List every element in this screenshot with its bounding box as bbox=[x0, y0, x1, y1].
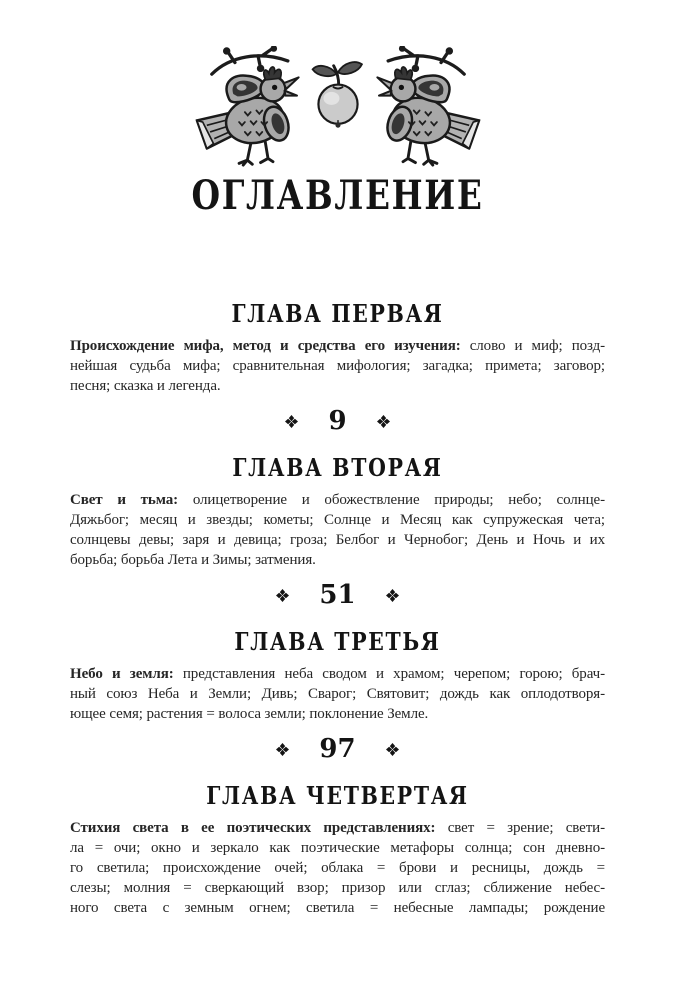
chapter-description-line: слезы; молния = сверкающий взор; призор или сглаз; сближение небес- bbox=[70, 880, 605, 896]
diamond-ornament-icon bbox=[285, 415, 298, 428]
chapter-page-row bbox=[70, 408, 605, 434]
chapter-description-line: ный союз Неба и Земли; Дивь; Сварог; Святовит; дождь как оплодотворя- bbox=[70, 686, 605, 702]
chapter-description bbox=[70, 336, 605, 396]
diamond-ornament-icon bbox=[276, 743, 289, 756]
chapter-description-line: Свет и тьма: олицетворение и обожествление природы; небо; солнце- bbox=[70, 492, 605, 508]
chapter-description bbox=[70, 490, 605, 570]
apple-icon bbox=[309, 54, 367, 134]
diamond-ornament-icon bbox=[377, 415, 390, 428]
chapter-heading: ГЛАВА ТРЕТЬЯ bbox=[234, 627, 441, 656]
chapter-page-number: 97 bbox=[319, 734, 356, 764]
chapter-description-line: ла = очи; окно и зеркало как поэтические метафоры солнца; сон дневно- bbox=[70, 840, 605, 856]
chapter-entry bbox=[70, 300, 605, 434]
chapter-description-line: Происхождение мифа, метод и средства его изучения: слово и миф; позд- bbox=[70, 338, 605, 354]
chapter-description-line: нейшая судьба мифа; сравнительная мифология; загадка; примета; заговор; bbox=[70, 358, 605, 374]
folk-bird-icon bbox=[187, 46, 311, 170]
toc-list bbox=[70, 300, 605, 918]
chapter-description bbox=[70, 818, 605, 918]
diamond-ornament-icon bbox=[386, 743, 399, 756]
chapter-description-line: Стихия света в ее поэтических представлениях: свет = зрение; свети- bbox=[70, 820, 605, 836]
chapter-heading: ГЛАВА ВТОРАЯ bbox=[232, 453, 443, 482]
diamond-ornament-icon bbox=[276, 589, 289, 602]
chapter-description-line: Небо и земля: представления неба сводом и храмом; черепом; горою; брач- bbox=[70, 666, 605, 682]
chapter-page-row bbox=[70, 582, 605, 608]
page-title: ОГЛАВЛЕНИЕ bbox=[191, 172, 484, 219]
chapter-heading: ГЛАВА ЧЕТВЕРТАЯ bbox=[206, 781, 469, 810]
chapter-description-line: борьба; борьба Лета и Зимы; затмения. bbox=[70, 552, 316, 568]
chapter-entry bbox=[70, 628, 605, 762]
chapter-description-line: го светила; происхождение очей; облака = брови и ресницы, дождь = bbox=[70, 860, 605, 876]
chapter-entry bbox=[70, 782, 605, 918]
diamond-ornament-icon bbox=[386, 589, 399, 602]
chapter-heading: ГЛАВА ПЕРВАЯ bbox=[231, 299, 444, 328]
folk-bird-icon bbox=[365, 46, 489, 170]
chapter-description-line: ного света с земным огнем; светила = небесные лампады; рождение bbox=[70, 900, 605, 916]
chapter-page-number: 9 bbox=[328, 406, 347, 436]
chapter-description-line: ющее семя; растения = волоса земли; поклонение Земле. bbox=[70, 706, 429, 722]
header-artwork bbox=[0, 0, 675, 170]
chapter-description-line: песня; сказка и легенда. bbox=[70, 378, 221, 394]
chapter-entry bbox=[70, 454, 605, 608]
chapter-page-row bbox=[70, 736, 605, 762]
chapter-page-number: 51 bbox=[319, 580, 356, 610]
chapter-description-line: Дяжьбог; месяц и звезды; кометы; Солнце и Месяц как супружеская чета; bbox=[70, 512, 605, 528]
chapter-description-line: солнцевы девы; заря и девица; гроза; Белбог и Чернобог; День и Ночь и их bbox=[70, 532, 605, 548]
chapter-description bbox=[70, 664, 605, 724]
